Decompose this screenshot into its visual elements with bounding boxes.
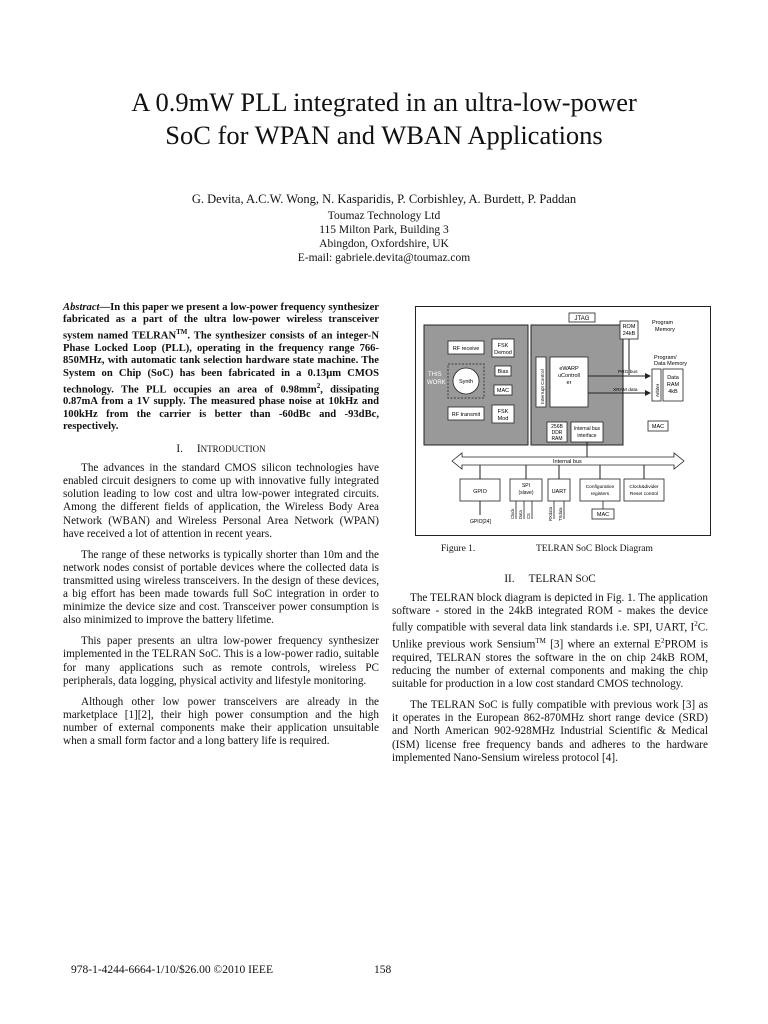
telran-paragraph-1: The TELRAN block diagram is depicted in Fig. 1. The application software - stored in the 24kB integrated ROM - makes the device fully compatible with several data link standards i.e. SPI, UART, $I^2C$. Unlike previous work Sensium™ [3] where an external $E^2PROM$ is required, TELRAN stores the software in the on chip 24kB ROM, reducing the number of external components and making the chip suitable for production in a low cost standard CMOS technology. — [392, 592, 708, 691]
program-data-memory-label-2: Data Memory — [654, 361, 688, 367]
pin-rxdata-label: RXdata — [548, 507, 553, 521]
internal-bus-label: Internal bus — [553, 459, 582, 465]
fsk-mod-label-1: FSK — [497, 409, 509, 415]
trademark-mark: TM — [176, 328, 188, 337]
data-ram-label-1: Data — [667, 375, 679, 381]
data-ram-label-3: 4kB — [668, 389, 678, 395]
superscript-2: 2 — [316, 381, 321, 390]
clock-divider-box — [624, 479, 664, 501]
clock-divider-label-1: Clock&divider — [629, 485, 659, 490]
interrupt-control-label: Interrupt Control — [541, 369, 546, 404]
abstract-text-3: , dissipating 0.87mA from a 1V supply. The measured phase noise at 10kHz and 100kHz from the carrier is better than -60dBc and -93dBc, respectively. — [63, 384, 379, 432]
affiliation-city: Abingdon, Oxfordshire, UK — [319, 238, 449, 250]
paper-title — [0, 86, 768, 152]
title-line-1: A 0.9mW PLL integrated in an ultra-low-power — [131, 87, 637, 117]
right-column — [392, 573, 708, 773]
telran-block-diagram — [416, 307, 710, 535]
data-ram-label-2: RAM — [666, 382, 680, 388]
figure-caption — [441, 544, 653, 554]
program-memory-label-1: Program — [652, 320, 674, 326]
spi-label-2: (slave) — [518, 490, 534, 496]
xram-label: XRAM data — [613, 388, 638, 393]
abstract-text-2: . The synthesizer consists of an integer-N Phase Locked Loop (PLL), operating in the frequency range 766-850MHz, with automatic tank selection hardware state machine. The System on Chip (SoC) has been fabricated in a 0.13μm CMOS technology. The PLL occupies an area of 0.98mm — [63, 330, 379, 396]
intro-paragraph-4: Although other low power transceivers are already in the marketplace [1][2], their high power consumption and the high number of external components make their application unsuitable when a small form factor and a long battery life is required. — [63, 695, 379, 747]
abstract-lead: Abstract — [63, 302, 100, 313]
abstract — [63, 302, 379, 433]
rf-transmit-label: RF transmit — [451, 412, 481, 418]
ewarp-label-1: eWARP — [559, 366, 579, 372]
affiliation — [0, 209, 768, 265]
fsk-demod-label-2: Demod — [494, 350, 512, 356]
pin-data-label: Data — [518, 510, 523, 519]
ddr-ram-label-3: RAM — [551, 436, 563, 442]
bus-interface-label-2: interface — [577, 433, 597, 439]
config-registers-label-1: Configuration — [585, 485, 615, 490]
this-work-label-2: WORK — [427, 380, 446, 386]
program-data-memory-label-1: Program/ — [654, 355, 677, 361]
affiliation-company: Toumaz Technology Ltd — [327, 210, 441, 222]
figure-caption-text: TELRAN SoC Block Diagram — [536, 544, 653, 554]
abstract-dash: — — [99, 302, 111, 313]
pin-txdata-label: TXdata — [558, 507, 563, 521]
ewarp-label-3: er — [566, 380, 572, 386]
uart-label: UART — [551, 489, 567, 495]
bias-label: Bias — [497, 369, 509, 375]
ddr-ram-label-1: 256B — [551, 424, 563, 430]
mac-right-label: MAC — [651, 424, 665, 430]
bus-interface-box — [571, 422, 603, 442]
prg-bus-label: PRG bus — [618, 370, 638, 375]
arbiter-label: Arbiter — [655, 383, 660, 397]
pin-clock-label: Clock — [510, 508, 515, 519]
mac-bottom-label: MAC — [596, 512, 610, 518]
figure-number: Figure 1. — [441, 544, 476, 554]
gpio-label: GPIO — [473, 489, 487, 495]
intro-paragraph-3: This paper presents an ultra low-power frequency synthesizer implemented in the TELRAN SoC. This is a low-power radio, suitable for many applications such as remote controls, wireless PC peripherals, data logging, physical activity and lifestyle monitoring. — [63, 635, 379, 687]
config-registers-label-2: registers — [590, 492, 610, 497]
pin-cs-label: CS — [526, 513, 531, 519]
config-registers-box — [580, 479, 620, 501]
fsk-demod-label-1: FSK — [497, 343, 509, 349]
affiliation-email: E-mail: gabriele.devita@toumaz.com — [297, 252, 471, 264]
block-diagram-figure — [415, 306, 711, 536]
rom-label: ROM — [622, 324, 636, 330]
telran-paragraph-2: The TELRAN SoC is fully compatible with previous work [3] as it operates in the European 862-870MHz short range device (SRD) and North American 902-928MHz Industrial Scientific & Medical (ISM) license free frequency bands and adheres to the hardware implemented Nano-Sensium wireless protocol [4]. — [392, 699, 708, 764]
this-work-label-1: THIS — [428, 372, 442, 378]
spi-label-1: SPI — [521, 483, 531, 489]
title-line-2: SoC for WPAN and WBAN Applications — [165, 120, 603, 150]
fsk-mod-label-2: Mod — [497, 416, 509, 422]
rom-size-label: 24kB — [622, 331, 636, 337]
abstract-text-1: In this paper we present a low-power frequency synthesizer fabricated as a part of the ultra low-power wireless transceiver system named TELRAN — [63, 302, 379, 342]
intro-paragraph-1: The advances in the standard CMOS silicon technologies have enabled circuit designers to come up with innovative fully integrated solution leading to low cost and ultra low-power integrated circuits. Among the different fields of application, the Wireless Body Area Network (WBAN) and Wireless Personal Area Network (WPAN) have received a lot of attention in recent years. — [63, 462, 379, 540]
rf-receive-label: RF receive — [452, 346, 480, 352]
gpio-pins-label: GPIO[24] — [470, 519, 491, 525]
bus-interface-label-1: Internal bus — [573, 426, 601, 432]
program-memory-label-2: Memory — [655, 327, 675, 333]
author-list: G. Devita, A.C.W. Wong, N. Kasparidis, P. Corbishley, A. Burdett, P. Paddan — [191, 192, 577, 206]
jtag-label: JTAG — [574, 316, 590, 322]
ddr-ram-label-2: DDR — [551, 430, 563, 436]
ewarp-label-2: uControll — [557, 373, 581, 379]
left-column — [63, 302, 379, 756]
intro-paragraph-2: The range of these networks is typically shorter than 10m and the network nodes consist of portable devices where the collected data is transmitted using wireless transceivers. In the design of these devices, a big effort has been made towards full SoC integration in order to minimize the device size and cost. Transceiver power consumption is also minimized to improve the battery lifetime. — [63, 548, 379, 627]
copyright-footer: 978-1-4244-6664-1/10/$26.00 ©2010 IEEE — [71, 964, 273, 976]
section-heading-telran: II. TELRAN SOC — [504, 573, 596, 585]
synth-label: Synth — [458, 379, 474, 385]
mac-left-label: MAC — [496, 388, 510, 394]
affiliation-street: 115 Milton Park, Building 3 — [319, 224, 449, 236]
section-heading-introduction: I. INTRODUCTION — [176, 443, 266, 456]
clock-divider-label-2: Reset control — [629, 492, 659, 497]
page-number: 158 — [374, 964, 392, 976]
